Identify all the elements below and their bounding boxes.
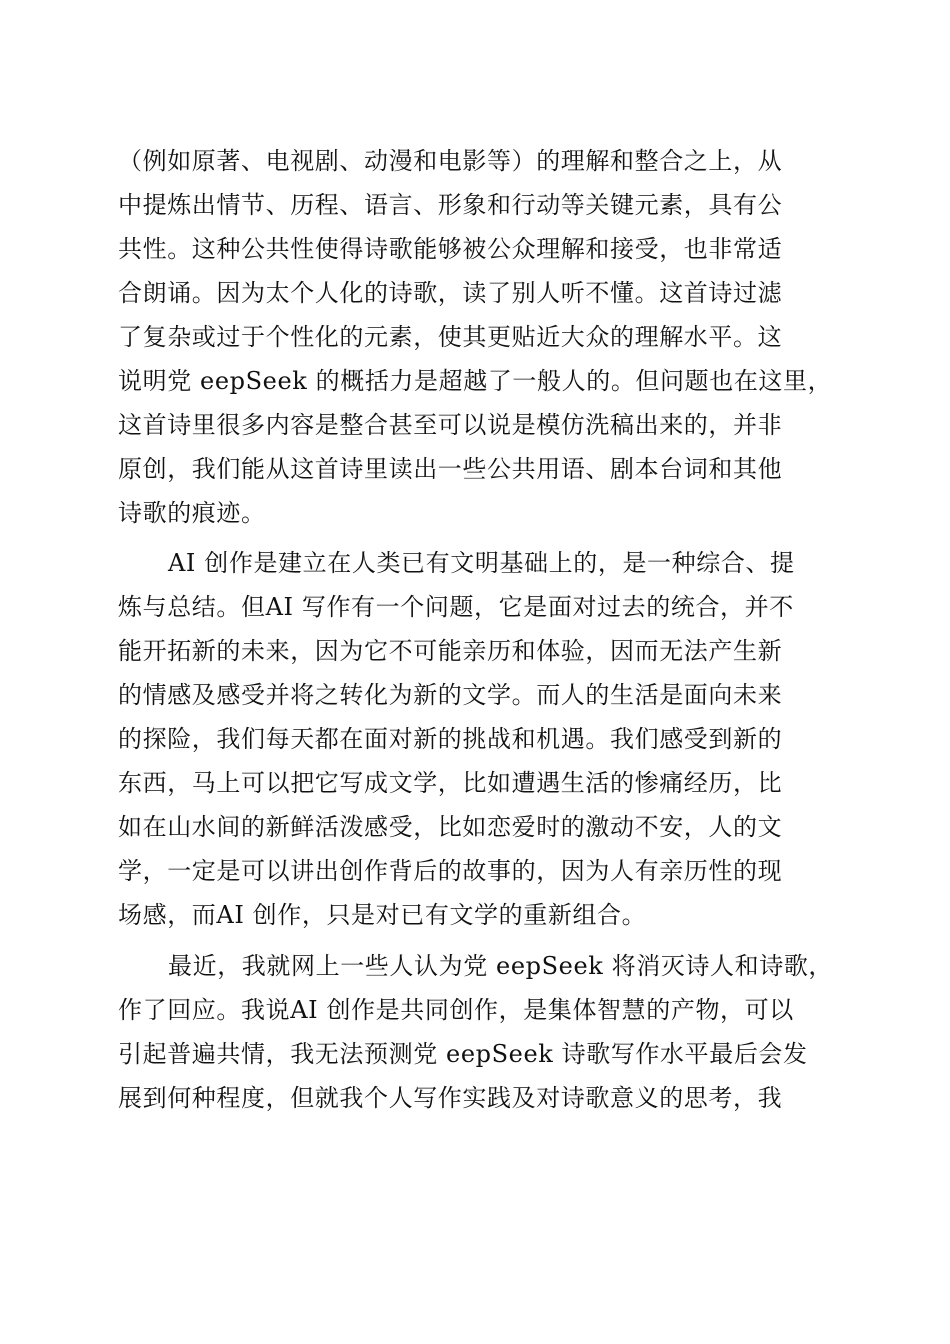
text-line: 炼与总结。但AI 写作有一个问题，它是面对过去的统合，并不 xyxy=(118,593,794,621)
text-line: 诗歌的痕迹。 xyxy=(118,499,266,527)
text-line: 合朗诵。因为太个人化的诗歌，读了别人听不懂。这首诗过滤 xyxy=(118,279,783,307)
text-line: 原创，我们能从这首诗里读出一些公共用语、剧本台词和其他 xyxy=(118,455,783,483)
text-line: 东西，马上可以把它写成文学，比如遭遇生活的惨痛经历，比 xyxy=(118,769,783,797)
text-line: 能开拓新的未来，因为它不可能亲历和体验，因而无法产生新 xyxy=(118,637,783,665)
text-line: （例如原著、电视剧、动漫和电影等）的理解和整合之上，从 xyxy=(118,147,783,175)
text-line: 引起普遍共情，我无法预测党 eepSeek 诗歌写作水平最后会发 xyxy=(118,1040,808,1068)
text-line: 展到何种程度，但就我个人写作实践及对诗歌意义的思考，我 xyxy=(118,1084,783,1112)
text-line: 学，一定是可以讲出创作背后的故事的，因为人有亲历性的现 xyxy=(118,857,783,885)
text-line: 说明党 eepSeek 的概括力是超越了一般人的。但问题也在这里， xyxy=(118,367,833,395)
text-line: 这首诗里很多内容是整合甚至可以说是模仿洗稿出来的，并非 xyxy=(118,411,783,439)
text-line: 共性。这种公共性使得诗歌能够被公众理解和接受，也非常适 xyxy=(118,235,783,263)
text-line: 了复杂或过于个性化的元素，使其更贴近大众的理解水平。这 xyxy=(118,323,783,351)
text-line: AI 创作是建立在人类已有文明基础上的，是一种综合、提 xyxy=(168,549,795,577)
text-line: 中提炼出情节、历程、语言、形象和行动等关键元素，具有公 xyxy=(118,191,783,219)
text-line: 场感，而AI 创作，只是对已有文学的重新组合。 xyxy=(118,901,647,929)
text-line: 的情感及感受并将之转化为新的文学。而人的生活是面向未来 xyxy=(118,681,783,709)
text-line: 作了回应。我说AI 创作是共同创作，是集体智慧的产物，可以 xyxy=(118,996,794,1024)
text-line: 最近，我就网上一些人认为党 eepSeek 将消灭诗人和诗歌， xyxy=(168,952,834,980)
text-line: 如在山水间的新鲜活泼感受，比如恋爱时的激动不安，人的文 xyxy=(118,813,783,841)
text-line: 的探险，我们每天都在面对新的挑战和机遇。我们感受到新的 xyxy=(118,725,783,753)
